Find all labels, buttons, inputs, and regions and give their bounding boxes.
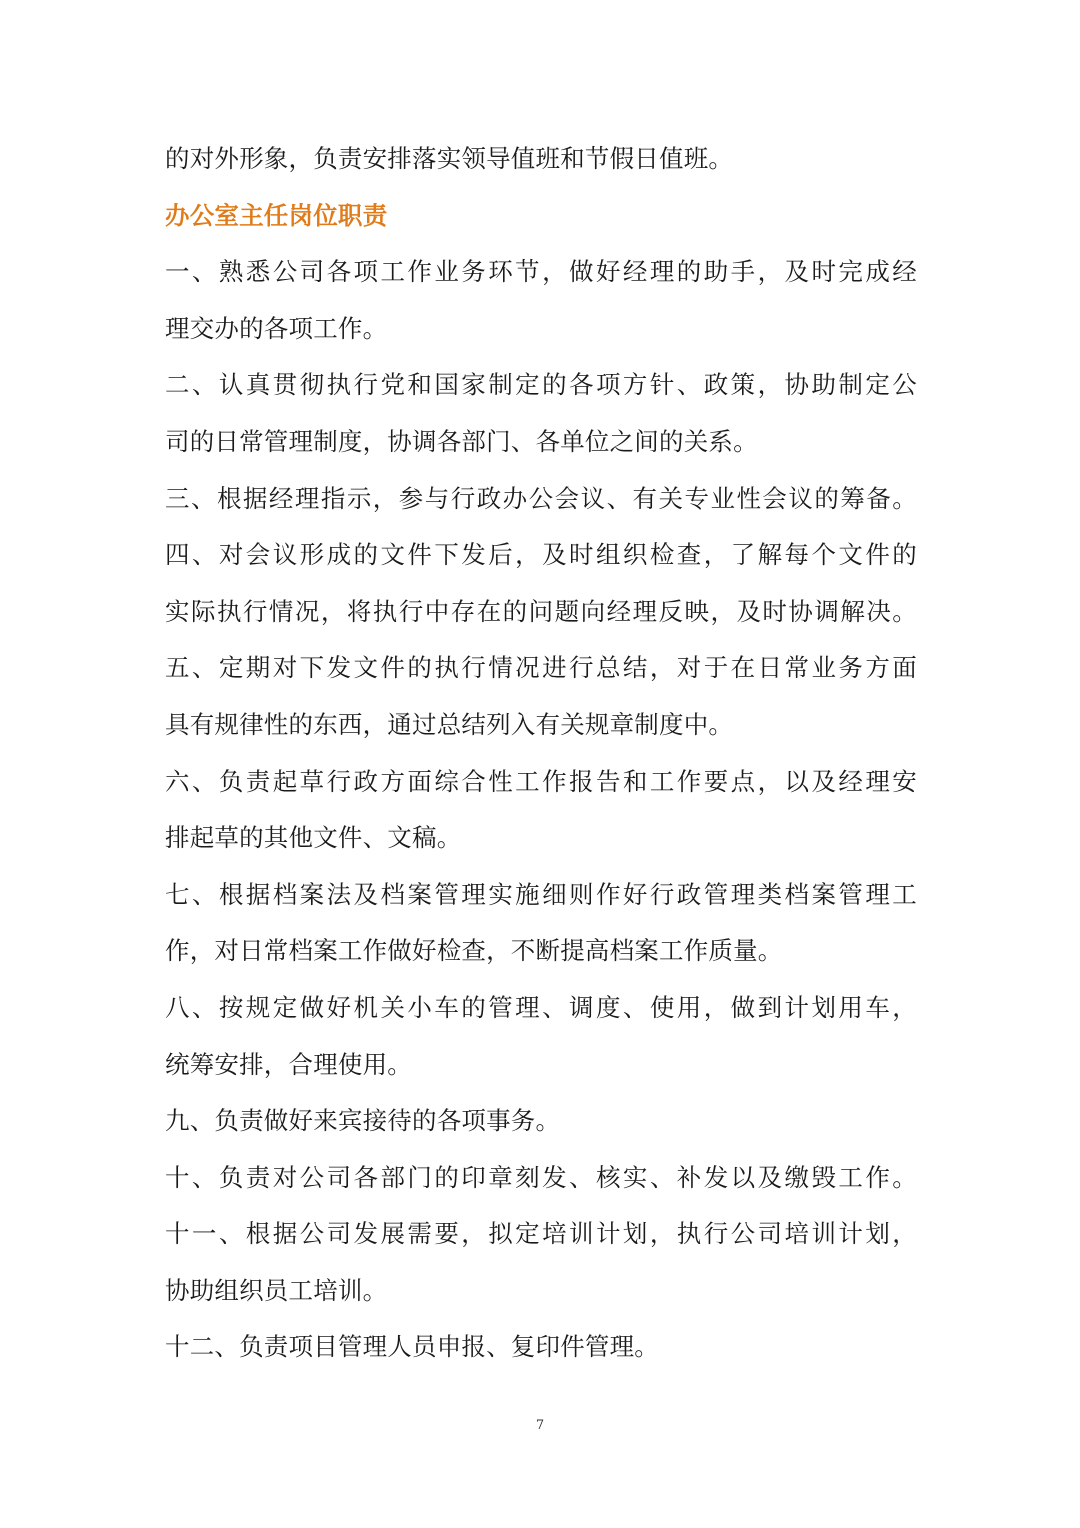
text-line-item-1a: 一、熟悉公司各项工作业务环节，做好经理的助手，及时完成经 — [165, 257, 917, 287]
text-line-item-11b: 协助组织员工培训。 — [165, 1275, 388, 1305]
text-line-item-8a: 八、按规定做好机关小车的管理、调度、使用，做到计划用车， — [165, 992, 917, 1022]
text-line-item-1b: 理交办的各项工作。 — [165, 313, 388, 343]
document-body — [165, 131, 917, 1376]
text-line-item-5b: 具有规律性的东西，通过总结列入有关规章制度中。 — [165, 709, 734, 739]
text-line-item-9: 九、负责做好来宾接待的各项事务。 — [165, 1106, 561, 1136]
text-line-item-12: 十二、负责项目管理人员申报、复印件管理。 — [165, 1332, 659, 1362]
section-heading: 办公室主任岗位职责 — [165, 200, 388, 230]
text-line-item-3: 三、根据经理指示，参与行政办公会议、有关专业性会议的筹备。 — [165, 483, 917, 513]
text-line-item-4b: 实际执行情况，将执行中存在的问题向经理反映，及时协调解决。 — [165, 596, 917, 626]
text-line-item-11a: 十一、根据公司发展需要，拟定培训计划，执行公司培训计划， — [165, 1219, 917, 1249]
text-line-item-2a: 二、认真贯彻执行党和国家制定的各项方针、政策，协助制定公 — [165, 370, 917, 400]
text-line-item-4a: 四、对会议形成的文件下发后，及时组织检查，了解每个文件的 — [165, 540, 917, 570]
text-line-item-5a: 五、定期对下发文件的执行情况进行总结，对于在日常业务方面 — [165, 653, 917, 683]
text-line-item-6b: 排起草的其他文件、文稿。 — [165, 823, 462, 853]
text-line-continuation: 的对外形象，负责安排落实领导值班和节假日值班。 — [165, 144, 734, 173]
text-line-item-7a: 七、根据档案法及档案管理实施细则作好行政管理类档案管理工 — [165, 879, 917, 909]
text-line-item-10: 十、负责对公司各部门的印章刻发、核实、补发以及缴毁工作。 — [165, 1162, 917, 1192]
text-line-item-7b: 作，对日常档案工作做好检查，不断提高档案工作质量。 — [165, 936, 783, 966]
text-line-item-2b: 司的日常管理制度，协调各部门、各单位之间的关系。 — [165, 426, 758, 456]
text-line-item-8b: 统筹安排，合理使用。 — [165, 1049, 412, 1079]
page-number: 7 — [535, 1418, 545, 1433]
text-line-item-6a: 六、负责起草行政方面综合性工作报告和工作要点，以及经理安 — [165, 766, 917, 796]
